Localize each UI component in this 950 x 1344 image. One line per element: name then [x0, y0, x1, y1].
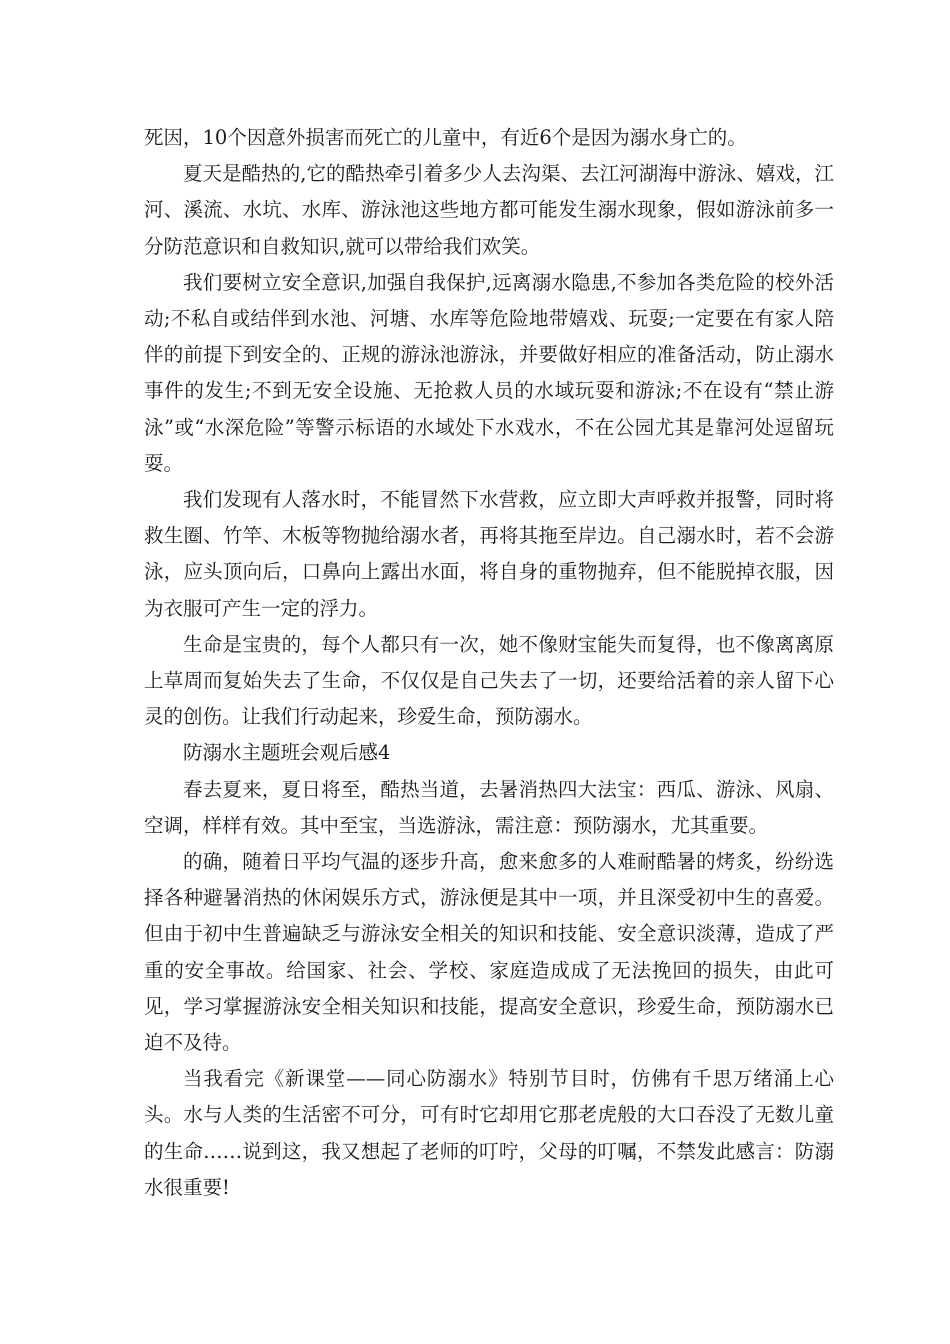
paragraph-safety-awareness: 我们要树立安全意识,加强自我保护,远离溺水隐患,不参加各类危险的校外活动;不私自或结伴到水池、河塘、水库等危险地带嬉戏、玩耍;一定要在有家人陪伴的前提下到安全的、正规的游泳池游泳，并要做好相应的准备活动，防止溺水事件的发生;不到无安全设施、无抢救人员的水域玩耍和游泳;不在设有“禁止游泳”或“水深危险”等警示标语的水域处下水戏水，不在公园尤其是靠河处逗留玩耍。	[144, 270, 834, 475]
paragraph-program-reflection: 当我看完《新课堂——同心防溺水》特别节目时，仿佛有千思万绪涌上心头。水与人类的生活密不可分，可有时它却用它那老虎般的大口吞没了无数儿童的生命……说到这，我又想起了老师的叮咛，父母的叮嘱，不禁发此感言：防溺水很重要!	[144, 1067, 834, 1199]
paragraph-summer-danger: 夏天是酷热的,它的酷热牵引着多少人去沟渠、去江河湖海中游泳、嬉戏，江河、溪流、水坑、水库、游泳池这些地方都可能发生溺水现象，假如游泳前多一分防范意识和自救知识,就可以带给我们欢笑。	[144, 162, 834, 258]
paragraph-safety-education: 的确，随着日平均气温的逐步升高，愈来愈多的人难耐酷暑的烤炙，纷纷选择各种避暑消热的休闲娱乐方式，游泳便是其中一项，并且深受初中生的喜爱。但由于初中生普遍缺乏与游泳安全相关的知识和技能、安全意识淡薄，造成了严重的安全事故。给国家、社会、学校、家庭造成成了无法挽回的损失，由此可见，学习掌握游泳安全相关知识和技能，提高安全意识，珍爱生命，预防溺水已迫不及待。	[144, 850, 834, 1055]
paragraph-rescue-tips: 我们发现有人落水时，不能冒然下水营救，应立即大声呼救并报警，同时将救生圈、竹竿、木板等物抛给溺水者，再将其拖至岸边。自己溺水时，若不会游泳，应头顶向后，口鼻向上露出水面，将自身的重物抛弃，但不能脱掉衣服，因为衣服可产生一定的浮力。	[144, 488, 834, 620]
paragraph-summer-swimming: 春去夏来，夏日将至，酷热当道，去暑消热四大法宝：西瓜、游泳、风扇、空调，样样有效。其中至宝，当选游泳，需注意：预防溺水，尤其重要。	[144, 777, 834, 837]
document-body	[144, 120, 834, 1206]
paragraph-continuation: 死因，10个因意外损害而死亡的儿童中，有近6个是因为溺水身亡的。	[144, 126, 747, 149]
section-title: 防溺水主题班会观后感4	[183, 741, 391, 765]
paragraph-cherish-life: 生命是宝贵的，每个人都只有一次，她不像财宝能失而复得，也不像离离原上草周而复始失去了生命，不仅仅是自己失去了一切，还要给活着的亲人留下心灵的创伤。让我们行动起来，珍爱生命，预防溺水。	[144, 632, 834, 729]
